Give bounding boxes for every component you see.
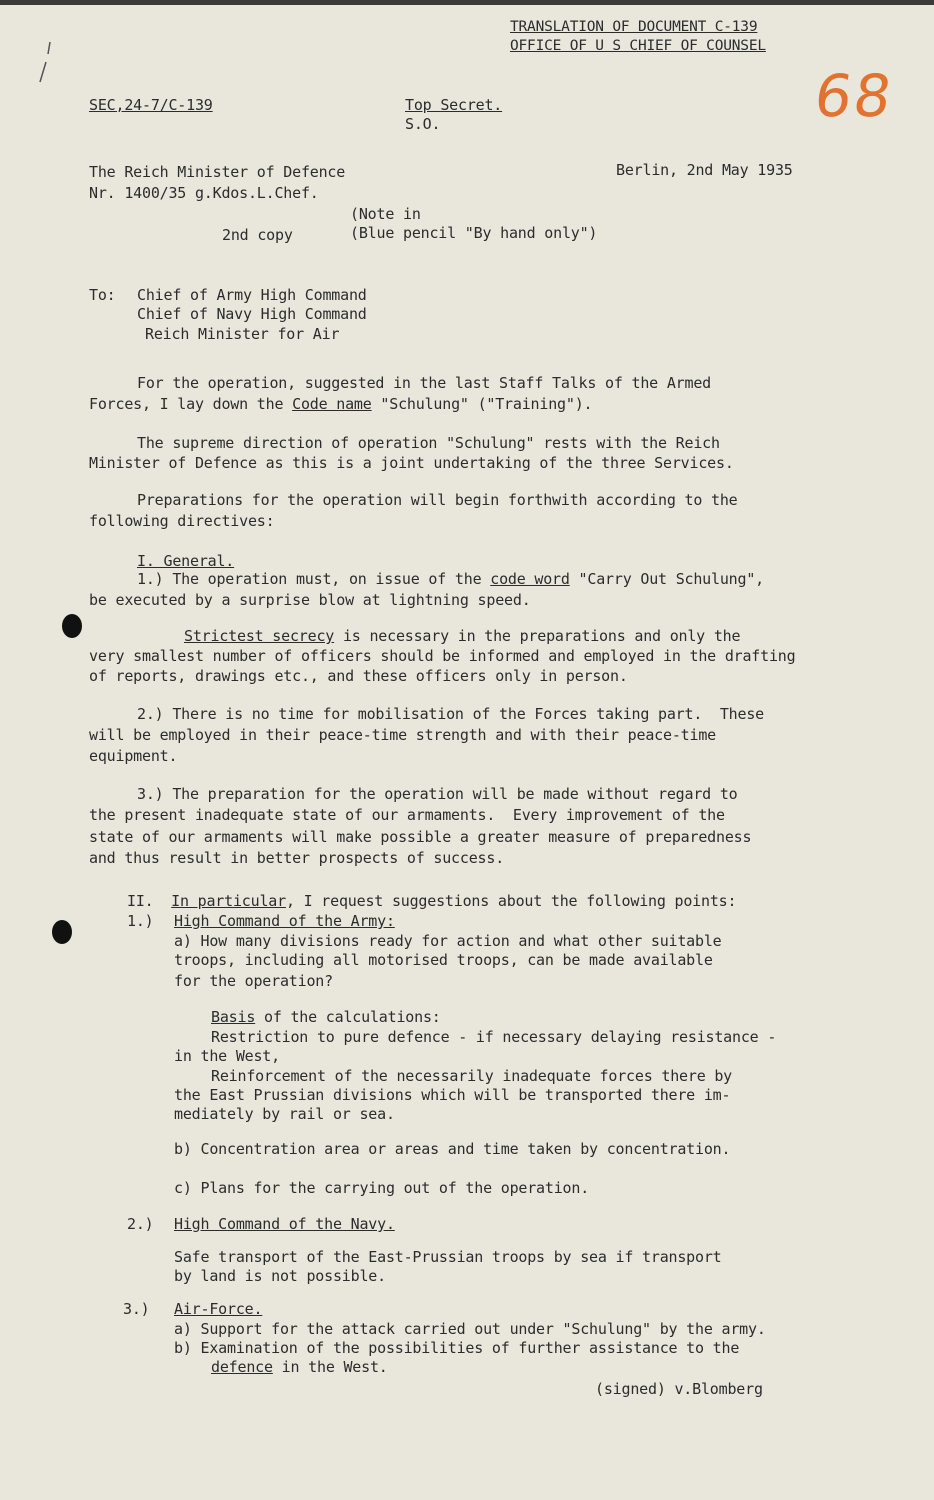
punch-hole (62, 614, 82, 638)
section-1-item-1: 1.) The operation must, on issue of the code word "Carry Out Schulung", (137, 570, 764, 588)
secrecy-line: very smallest number of officers should be informed and employed in the drafting (89, 647, 796, 665)
recipients-label: To: (89, 286, 116, 304)
section-2-item-2-heading: High Command of the Navy. (174, 1215, 395, 1233)
navy-line: by land is not possible. (174, 1267, 386, 1285)
basis-line: mediately by rail or sea. (174, 1105, 395, 1123)
paragraph-2-line: The supreme direction of operation "Schulung" rests with the Reich (137, 434, 720, 452)
document-reference: SEC,24-7/C-139 (89, 96, 213, 114)
section-1-item-3-line: 3.) The preparation for the operation will be made without regard to (137, 785, 738, 803)
basis-line: in the West, (174, 1047, 280, 1065)
section-1-item-1-line: be executed by a surprise blow at lightning speed. (89, 591, 531, 609)
recipient-item: Chief of Army High Command (137, 286, 367, 304)
section-1-item-2-line: 2.) There is no time for mobilisation of the Forces taking part. These (137, 705, 764, 723)
recipient-item: Chief of Navy High Command (137, 305, 367, 323)
note-line-2: (Blue pencil "By hand only") (350, 224, 598, 242)
secrecy-line: Strictest secrecy is necessary in the preparations and only the (184, 627, 741, 645)
translation-line-1: TRANSLATION OF DOCUMENT C-139 (510, 19, 758, 35)
section-1-heading: I. General. (137, 552, 235, 570)
section-1-item-3-line: the present inadequate state of our armaments. Every improvement of the (89, 806, 725, 824)
basis-line: Restriction to pure defence - if necessary delaying resistance - (211, 1028, 777, 1046)
sender-line-1: The Reich Minister of Defence (89, 163, 346, 181)
paragraph-1-line: For the operation, suggested in the last Staff Talks of the Armed (137, 374, 711, 392)
paragraph-3-line: Preparations for the operation will begin forthwith according to the (137, 491, 738, 509)
place-date: Berlin, 2nd May 1935 (616, 161, 793, 179)
army-question-line: for the operation? (174, 972, 333, 990)
top-border (0, 0, 934, 5)
section-2-item-3-heading: Air-Force. (174, 1300, 263, 1318)
section-2-item-1-heading: High Command of the Army: (174, 912, 395, 930)
classification-sub: S.O. (405, 115, 441, 133)
note-line-1: (Note in (350, 205, 421, 223)
army-item-c: c) Plans for the carrying out of the operation. (174, 1179, 590, 1197)
basis-heading: Basis of the calculations: (211, 1008, 441, 1026)
copy-number: 2nd copy (222, 226, 293, 244)
air-item-b: b) Examination of the possibilities of further assistance to the (174, 1339, 740, 1357)
pencil-mark-icon (36, 40, 56, 100)
air-item-a: a) Support for the attack carried out under "Schulung" by the army. (174, 1320, 766, 1338)
section-2-item-2-number: 2.) (127, 1215, 154, 1233)
section-2-heading: II. In particular, I request suggestions about the following points: (127, 892, 737, 910)
army-question-line: a) How many divisions ready for action and what other suitable (174, 932, 722, 950)
secrecy-line: of reports, drawings etc., and these officers only in person. (89, 667, 628, 685)
recipient-item: Reich Minister for Air (145, 325, 340, 343)
army-item-b: b) Concentration area or areas and time taken by concentration. (174, 1140, 731, 1158)
handwritten-number: 68 (810, 62, 898, 130)
section-1-item-2-line: equipment. (89, 747, 178, 765)
signature: (signed) v.Blomberg (595, 1380, 763, 1398)
section-2-item-3-number: 3.) (123, 1300, 150, 1318)
classification: Top Secret. (405, 96, 503, 114)
paragraph-2-line: Minister of Defence as this is a joint undertaking of the three Services. (89, 454, 734, 472)
punch-hole (52, 920, 72, 944)
section-1-item-3-line: and thus result in better prospects of success. (89, 849, 505, 867)
navy-line: Safe transport of the East-Prussian troops by sea if transport (174, 1248, 722, 1266)
translation-line-2: OFFICE OF U S CHIEF OF COUNSEL (510, 38, 766, 54)
section-1-item-3-line: state of our armaments will make possible a greater measure of preparedness (89, 828, 752, 846)
paragraph-3-line: following directives: (89, 512, 275, 530)
paragraph-1-line: Forces, I lay down the Code name "Schulung" ("Training"). (89, 395, 593, 413)
basis-line: Reinforcement of the necessarily inadequate forces there by (211, 1067, 733, 1085)
basis-line: the East Prussian divisions which will be transported there im- (174, 1086, 731, 1104)
sender-line-2: Nr. 1400/35 g.Kdos.L.Chef. (89, 184, 319, 202)
section-1-item-2-line: will be employed in their peace-time strength and with their peace-time (89, 726, 716, 744)
section-2-item-1-number: 1.) (127, 912, 154, 930)
air-item-b-line: defence in the West. (211, 1358, 388, 1376)
army-question-line: troops, including all motorised troops, can be made available (174, 951, 713, 969)
